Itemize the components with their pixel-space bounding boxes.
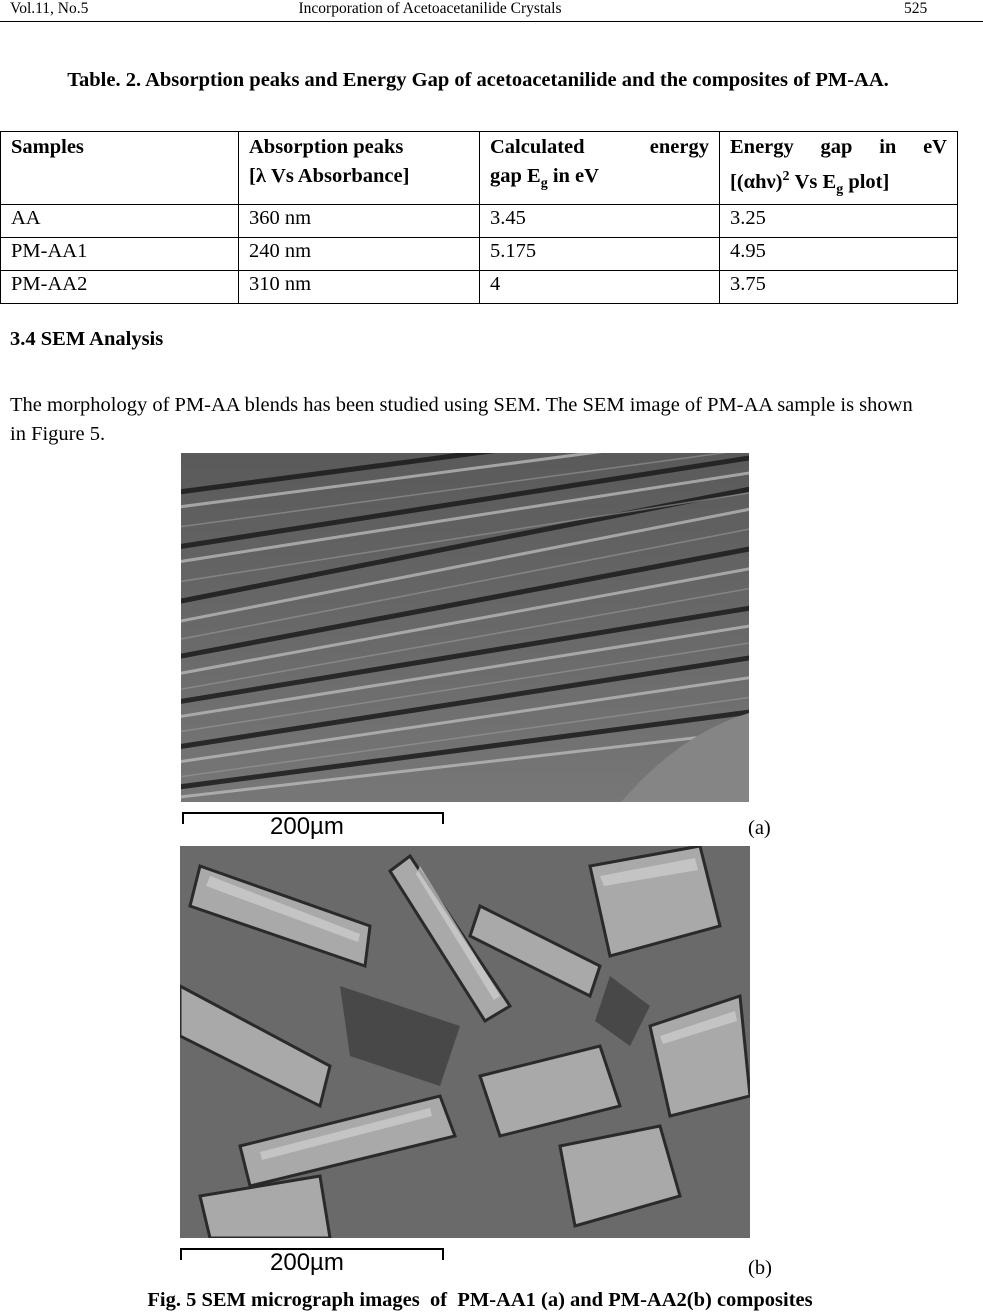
running-header-volume: Vol.11, No.5 — [10, 0, 89, 17]
panel-label-a: (a) — [748, 817, 771, 839]
header-text: [(αhν) — [730, 170, 783, 193]
absorption-table — [0, 131, 958, 304]
table-row — [1, 270, 958, 303]
header-text: Vs E — [789, 170, 837, 193]
scale-label-a: 200µm — [270, 813, 344, 840]
section-heading: 3.4 SEM Analysis — [10, 328, 164, 350]
table-row — [1, 204, 958, 237]
column-header-line — [730, 162, 947, 204]
header-rule — [0, 21, 983, 22]
cell-calc-gap: 3.45 — [480, 204, 720, 237]
page-number: 525 — [904, 0, 928, 17]
header-text: in eV — [547, 165, 599, 187]
cell-calc-gap: 5.175 — [480, 237, 720, 270]
header-text: plot] — [843, 170, 890, 193]
figure-caption: Fig. 5 SEM micrograph images of PM-AA1 (a) and PM-AA2(b) composites — [147, 1289, 813, 1311]
header-text: gap E — [490, 165, 541, 187]
cell-peak: 360 nm — [239, 204, 480, 237]
header-subscript: g — [540, 176, 548, 192]
cell-peak: 240 nm — [239, 237, 480, 270]
scale-label-b: 200µm — [270, 1249, 344, 1276]
table-row — [1, 237, 958, 270]
cell-peak: 310 nm — [239, 270, 480, 303]
table-header-row — [1, 132, 958, 205]
cell-plot-gap: 4.95 — [720, 237, 958, 270]
body-paragraph: The morphology of PM-AA blends has been studied using SEM. The SEM image of PM-AA sample is shown in Figure 5. — [10, 394, 913, 445]
column-header-calculated-gap — [480, 132, 720, 205]
column-header-line: [λ Vs Absorbance] — [249, 165, 410, 187]
cell-plot-gap: 3.25 — [720, 204, 958, 237]
cell-sample: PM-AA2 — [1, 270, 239, 303]
column-header-line: Absorption peaks — [249, 136, 404, 158]
cell-sample: PM-AA1 — [1, 237, 239, 270]
column-header-absorption-peaks — [239, 132, 480, 205]
column-header-line: Samples — [11, 136, 84, 158]
cell-sample: AA — [1, 204, 239, 237]
cell-calc-gap: 4 — [480, 270, 720, 303]
column-header-line: Calculated energy — [490, 136, 709, 158]
panel-label-b: (b) — [748, 1257, 772, 1279]
column-header-line: Energy gap in eV — [730, 136, 947, 158]
column-header-line — [490, 162, 709, 198]
cell-plot-gap: 3.75 — [720, 270, 958, 303]
sem-micrograph-b — [180, 846, 750, 1238]
column-header-samples — [1, 132, 239, 205]
running-header-title: Incorporation of Acetoacetanilide Crystals — [298, 0, 562, 17]
header-subscript: g — [836, 181, 844, 197]
column-header-plot-gap — [720, 132, 958, 205]
sem-micrograph-a — [181, 453, 749, 802]
table-caption: Table. 2. Absorption peaks and Energy Gap of acetoacetanilide and the composites of PM-AA. — [67, 69, 889, 91]
header-superscript: 2 — [782, 169, 790, 184]
